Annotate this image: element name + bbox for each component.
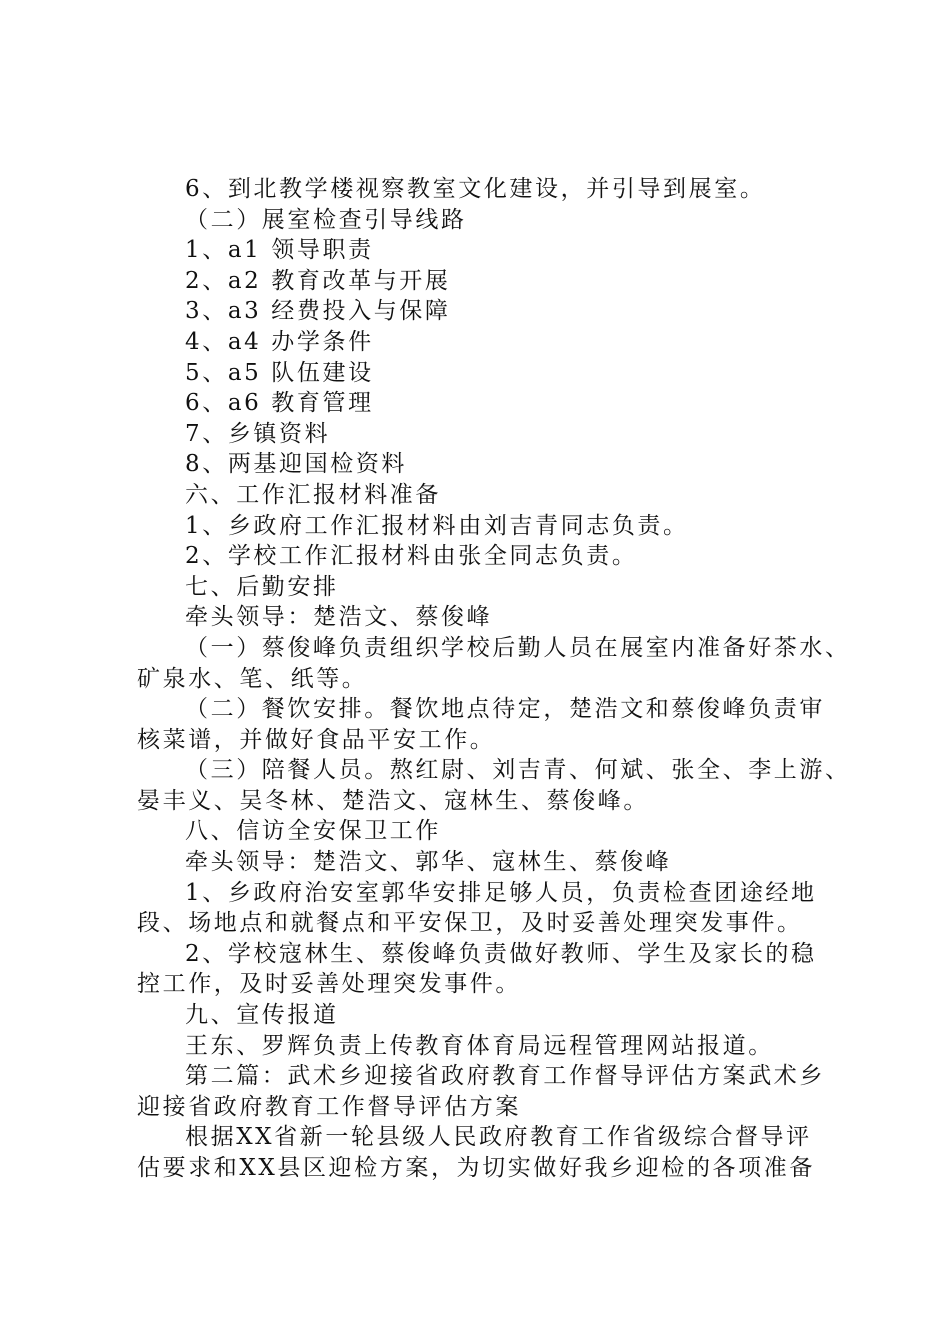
text-line: 3、a3 经费投入与保障 [185, 298, 451, 325]
text-line: （一）蔡俊峰负责组织学校后勤人员在展室内准备好茶水、 [185, 634, 851, 661]
text-line: 2、学校寇林生、蔡俊峰负责做好教师、学生及家长的稳 [185, 940, 817, 967]
text-line: 七、后勤安排 [185, 573, 339, 600]
text-line: 六、工作汇报材料准备 [185, 481, 441, 508]
text-line: 4、a4 办学条件 [185, 328, 374, 355]
text-line: 6、a6 教育管理 [185, 390, 374, 417]
text-line: 第二篇：武术乡迎接省政府教育工作督导评估方案武术乡 [185, 1063, 825, 1090]
text-line: 8、两基迎国检资料 [185, 451, 408, 478]
text-line: 牵头领导：楚浩文、蔡俊峰 [185, 604, 493, 631]
text-line: （三）陪餐人员。熬红尉、刘吉青、何斌、张全、李上游、 [185, 757, 851, 784]
text-line: 王东、罗辉负责上传教育体育局远程管理网站报道。 [185, 1032, 774, 1059]
text-line: 牵头领导：楚浩文、郭华、寇林生、蔡俊峰 [185, 849, 672, 876]
text-line: 矿泉水、笔、纸等。 [137, 665, 368, 692]
text-line: 控工作，及时妥善处理突发事件。 [137, 971, 521, 998]
text-line: 核菜谱，并做好食品平安工作。 [137, 726, 496, 753]
text-line: （二）展室检查引导线路 [185, 206, 467, 233]
text-line: 1、乡政府治安室郭华安排足够人员，负责检查团途经地 [185, 879, 817, 906]
text-line: （二）餐饮安排。餐饮地点待定，楚浩文和蔡俊峰负责审 [185, 696, 825, 723]
text-line: 段、场地点和就餐点和平安保卫，及时妥善处理突发事件。 [137, 910, 803, 937]
document-body [137, 174, 851, 1184]
text-line: 1、a1 领导职责 [185, 237, 374, 264]
text-line: 八、信访全安保卫工作 [185, 818, 441, 845]
text-line: 1、乡政府工作汇报材料由刘吉青同志负责。 [185, 512, 689, 539]
text-line: 九、宣传报道 [185, 1002, 339, 1029]
text-line: 估要求和XX县区迎检方案，为切实做好我乡迎检的各项准备 [137, 1155, 815, 1181]
text-line: 迎接省政府教育工作督导评估方案 [137, 1093, 521, 1120]
text-line: 6、到北教学楼视察教室文化建设，并引导到展室。 [185, 176, 766, 202]
text-line: 7、乡镇资料 [185, 420, 331, 447]
text-line: 根据XX省新一轮县级人民政府教育工作省级综合督导评 [185, 1124, 812, 1151]
text-line: 2、a2 教育改革与开展 [185, 267, 451, 294]
text-line: 2、学校工作汇报材料由张全同志负责。 [185, 543, 638, 570]
text-line: 晏丰义、吴冬林、楚浩文、寇林生、蔡俊峰。 [137, 787, 649, 814]
text-line: 5、a5 队伍建设 [185, 359, 374, 386]
